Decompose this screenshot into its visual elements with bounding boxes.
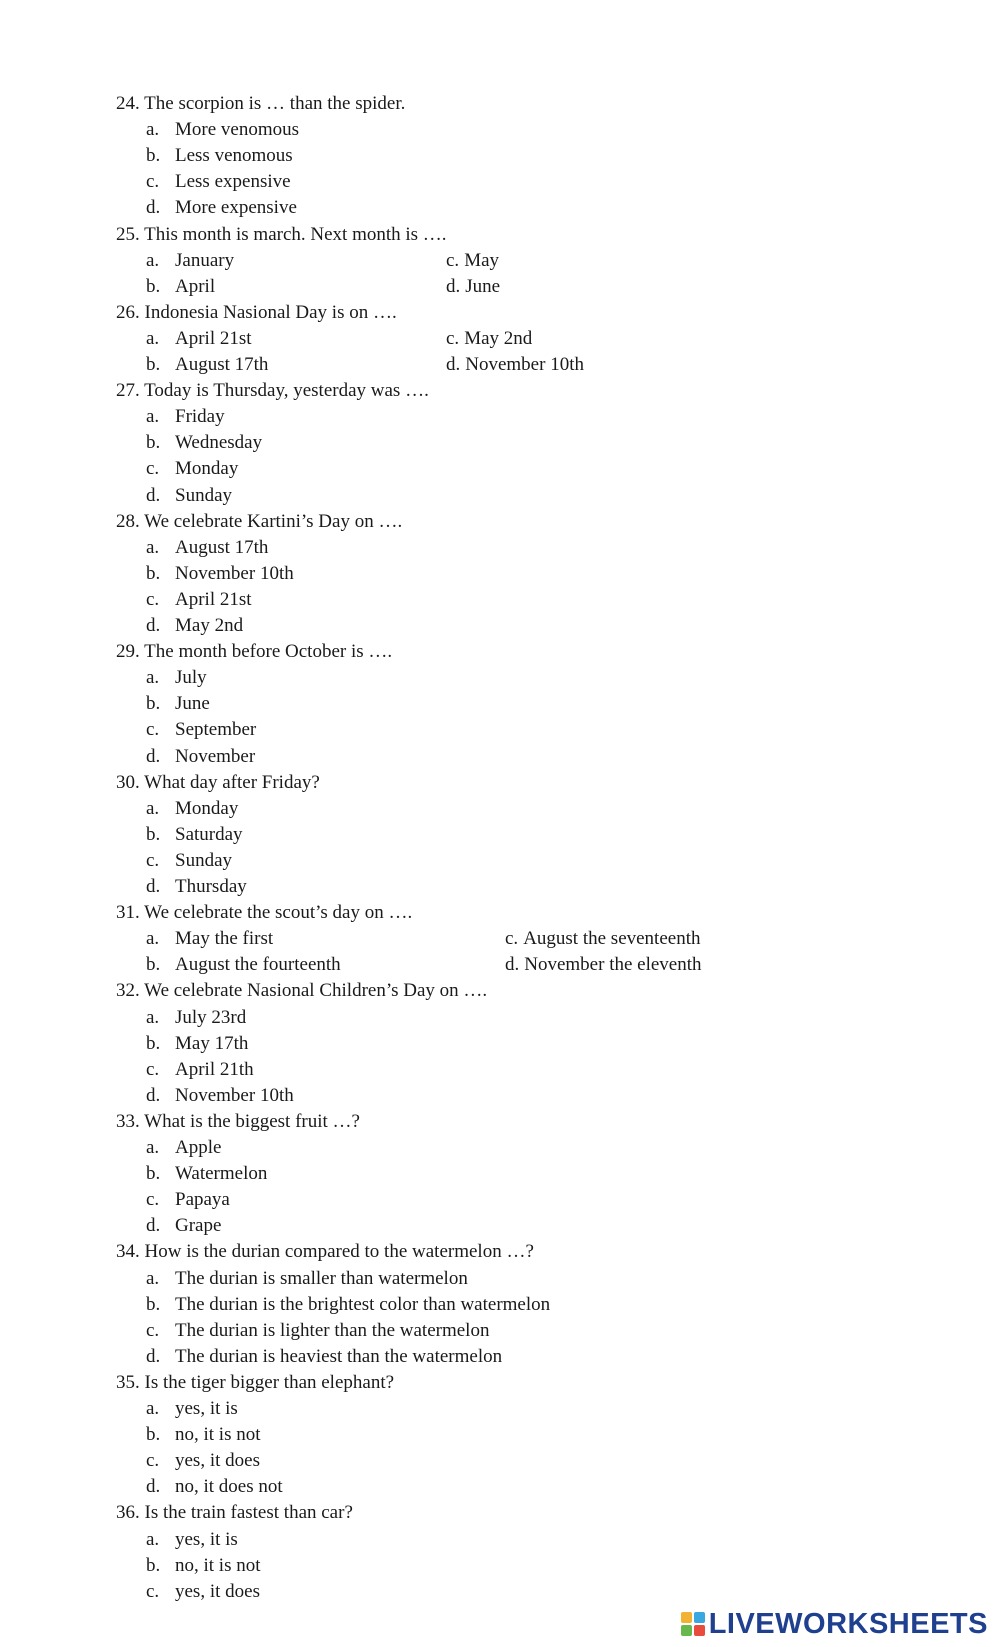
option-text: Papaya bbox=[175, 1189, 230, 1211]
question-text: 26. Indonesia Nasional Day is on …. bbox=[116, 301, 397, 323]
option-text: July 23rd bbox=[175, 1006, 247, 1028]
option-text: May 2nd bbox=[175, 615, 244, 636]
option-text: yes, it does bbox=[175, 1580, 260, 1602]
answer-option bbox=[146, 952, 341, 978]
option-letter: a. bbox=[146, 1398, 160, 1419]
option-letter: a. bbox=[146, 1528, 160, 1550]
answer-option bbox=[146, 822, 243, 848]
answer-option bbox=[146, 1266, 468, 1292]
answer-option bbox=[146, 1527, 238, 1553]
option-text: no, it does not bbox=[175, 1476, 283, 1498]
option-letter: a. bbox=[146, 119, 160, 141]
option-letter: c. bbox=[146, 171, 160, 193]
option-text: June bbox=[175, 693, 210, 715]
option-text: Watermelon bbox=[175, 1163, 268, 1185]
option-letter: a. bbox=[146, 1137, 160, 1158]
answer-option bbox=[146, 1396, 238, 1422]
option-text: no, it is not bbox=[175, 1554, 261, 1576]
option-letter: d. bbox=[446, 275, 461, 297]
option-text: The durian is the brightest color than watermelon bbox=[175, 1293, 551, 1315]
option-text: Sunday bbox=[175, 484, 232, 506]
option-letter: b. bbox=[146, 1554, 161, 1576]
option-text: Monday bbox=[175, 797, 239, 819]
question-text: 31. We celebrate the scout’s day on …. bbox=[116, 902, 413, 924]
answer-option bbox=[146, 169, 291, 195]
answer-option bbox=[146, 1031, 248, 1057]
option-letter: b. bbox=[146, 1032, 161, 1054]
answer-option bbox=[146, 613, 243, 639]
answer-option bbox=[146, 535, 268, 561]
option-letter: c. bbox=[146, 849, 160, 871]
option-text: no, it is not bbox=[175, 1424, 261, 1446]
option-letter: c. bbox=[146, 1450, 160, 1472]
brand-name: LIVEWORKSHEETS bbox=[708, 1607, 988, 1640]
option-text: Apple bbox=[175, 1137, 222, 1158]
option-letter: b. bbox=[146, 275, 161, 297]
option-text: Thursday bbox=[175, 876, 247, 897]
option-text: August the fourteenth bbox=[175, 954, 341, 976]
answer-option bbox=[146, 796, 238, 822]
option-letter: d. bbox=[146, 876, 161, 897]
option-text: Sunday bbox=[175, 849, 232, 871]
option-text: Less venomous bbox=[175, 145, 293, 167]
question-text: 32. We celebrate Nasional Children’s Day on …. bbox=[116, 980, 488, 1002]
option-letter: b. bbox=[146, 954, 161, 976]
answer-option bbox=[446, 248, 499, 274]
answer-option bbox=[146, 561, 294, 587]
option-text: April bbox=[175, 275, 216, 297]
option-text: yes, it is bbox=[175, 1528, 238, 1550]
option-letter: c. bbox=[505, 928, 519, 950]
answer-option bbox=[505, 926, 700, 952]
answer-option bbox=[146, 1161, 267, 1187]
answer-option bbox=[446, 352, 584, 378]
option-letter: a. bbox=[146, 667, 160, 689]
question-text: 24. The scorpion is … than the spider. bbox=[116, 93, 406, 114]
option-letter: a. bbox=[146, 406, 160, 428]
option-text: Grape bbox=[175, 1215, 222, 1237]
answer-option bbox=[446, 274, 500, 300]
answer-option bbox=[146, 1553, 261, 1579]
option-letter: a. bbox=[146, 1006, 160, 1028]
answer-option bbox=[146, 1344, 502, 1370]
answer-option bbox=[146, 1448, 260, 1474]
option-text: Saturday bbox=[175, 823, 243, 845]
question-text: 29. The month before October is …. bbox=[116, 641, 393, 663]
answer-option bbox=[146, 404, 225, 430]
answer-option bbox=[146, 926, 273, 952]
option-letter: a. bbox=[146, 327, 160, 349]
option-text: May bbox=[464, 249, 500, 271]
option-letter: b. bbox=[146, 1163, 161, 1185]
option-text: November 10th bbox=[175, 1084, 294, 1106]
answer-option bbox=[146, 1579, 260, 1605]
answer-option bbox=[146, 195, 297, 221]
liveworksheets-brand bbox=[681, 1607, 988, 1641]
option-letter: b. bbox=[146, 354, 161, 375]
option-letter: b. bbox=[146, 1424, 161, 1446]
option-text: August the seventeenth bbox=[523, 928, 701, 950]
option-letter: b. bbox=[146, 1293, 161, 1315]
option-letter: c. bbox=[146, 1319, 160, 1341]
option-text: September bbox=[175, 719, 257, 741]
liveworksheets-logo-icon bbox=[681, 1612, 705, 1636]
option-text: November 10th bbox=[465, 354, 584, 375]
option-letter: a. bbox=[146, 797, 160, 819]
option-text: May the first bbox=[175, 928, 274, 950]
answer-option bbox=[146, 665, 207, 691]
option-letter: a. bbox=[146, 1267, 160, 1289]
option-letter: c. bbox=[146, 1189, 160, 1211]
question-text: 34. How is the durian compared to the watermelon …? bbox=[116, 1241, 534, 1263]
option-letter: d. bbox=[146, 1215, 161, 1237]
option-text: Less expensive bbox=[175, 171, 291, 193]
answer-option bbox=[146, 326, 252, 352]
option-letter: b. bbox=[146, 145, 161, 167]
option-text: yes, it does bbox=[175, 1450, 260, 1472]
option-letter: d. bbox=[146, 615, 161, 636]
answer-option bbox=[146, 1057, 254, 1083]
question-text: 27. Today is Thursday, yesterday was …. bbox=[116, 380, 429, 402]
option-text: Friday bbox=[175, 406, 225, 428]
answer-option bbox=[146, 691, 210, 717]
option-letter: d. bbox=[146, 484, 161, 506]
question-text: 28. We celebrate Kartini’s Day on …. bbox=[116, 510, 403, 532]
answer-option bbox=[146, 274, 215, 300]
answer-option bbox=[146, 1213, 221, 1239]
option-text: yes, it is bbox=[175, 1398, 238, 1419]
answer-option bbox=[146, 430, 262, 456]
option-letter: c. bbox=[446, 327, 460, 349]
option-text: April 21st bbox=[175, 588, 252, 610]
option-text: Wednesday bbox=[175, 432, 263, 454]
question-text: 33. What is the biggest fruit …? bbox=[116, 1110, 360, 1132]
option-letter: b. bbox=[146, 432, 161, 454]
option-text: May 17th bbox=[175, 1032, 249, 1054]
answer-option bbox=[505, 952, 702, 978]
answer-option bbox=[146, 744, 255, 770]
answer-option bbox=[146, 874, 247, 900]
option-text: August 17th bbox=[175, 354, 269, 375]
answer-option bbox=[146, 117, 299, 143]
option-text: June bbox=[465, 275, 501, 297]
option-letter: c. bbox=[146, 1580, 160, 1602]
option-letter: a. bbox=[146, 536, 160, 558]
option-text: August 17th bbox=[175, 536, 269, 558]
answer-option bbox=[146, 1292, 550, 1318]
option-letter: c. bbox=[446, 249, 460, 271]
option-letter: d. bbox=[146, 745, 161, 767]
option-letter: d. bbox=[146, 1084, 161, 1106]
answer-option bbox=[146, 1135, 221, 1161]
question-text: 25. This month is march. Next month is …. bbox=[116, 223, 447, 245]
option-letter: d. bbox=[146, 1476, 161, 1498]
option-letter: a. bbox=[146, 249, 160, 271]
answer-option bbox=[146, 717, 256, 743]
question-text: 30. What day after Friday? bbox=[116, 771, 320, 793]
option-text: More venomous bbox=[175, 119, 300, 141]
option-letter: d. bbox=[146, 1345, 161, 1367]
question-text: 35. Is the tiger bigger than elephant? bbox=[116, 1371, 395, 1393]
option-text: April 21th bbox=[175, 1058, 254, 1080]
answer-option bbox=[146, 456, 238, 482]
option-letter: c. bbox=[146, 719, 160, 741]
option-letter: d. bbox=[446, 354, 461, 375]
option-text: Monday bbox=[175, 458, 239, 480]
answer-option bbox=[146, 1474, 283, 1500]
option-text: April 21st bbox=[175, 327, 252, 349]
option-text: The durian is lighter than the watermelon bbox=[175, 1319, 490, 1341]
answer-option bbox=[146, 1005, 246, 1031]
answer-option bbox=[146, 848, 232, 874]
option-text: The durian is heaviest than the watermelon bbox=[175, 1345, 503, 1367]
answer-option bbox=[146, 1083, 294, 1109]
answer-option bbox=[146, 1187, 230, 1213]
option-letter: b. bbox=[146, 823, 161, 845]
option-letter: c. bbox=[146, 458, 160, 480]
answer-option bbox=[446, 326, 532, 352]
answer-option bbox=[146, 483, 232, 509]
answer-option bbox=[146, 248, 234, 274]
option-text: May 2nd bbox=[464, 327, 533, 349]
option-text: November bbox=[175, 745, 256, 767]
answer-option bbox=[146, 587, 252, 613]
option-letter: c. bbox=[146, 1058, 160, 1080]
option-letter: b. bbox=[146, 693, 161, 715]
answer-option bbox=[146, 1318, 489, 1344]
option-text: The durian is smaller than watermelon bbox=[175, 1267, 468, 1289]
option-text: More expensive bbox=[175, 197, 297, 219]
option-letter: b. bbox=[146, 562, 161, 584]
option-text: July bbox=[175, 667, 207, 689]
option-letter: c. bbox=[146, 588, 160, 610]
answer-option bbox=[146, 143, 293, 169]
option-letter: d. bbox=[505, 954, 520, 976]
question-text: 36. Is the train fastest than car? bbox=[116, 1502, 353, 1524]
answer-option bbox=[146, 1422, 261, 1448]
option-letter: d. bbox=[146, 197, 161, 219]
option-letter: a. bbox=[146, 928, 160, 950]
answer-option bbox=[146, 352, 268, 378]
option-text: November 10th bbox=[175, 562, 294, 584]
option-text: January bbox=[175, 249, 235, 271]
option-text: November the eleventh bbox=[524, 954, 702, 976]
